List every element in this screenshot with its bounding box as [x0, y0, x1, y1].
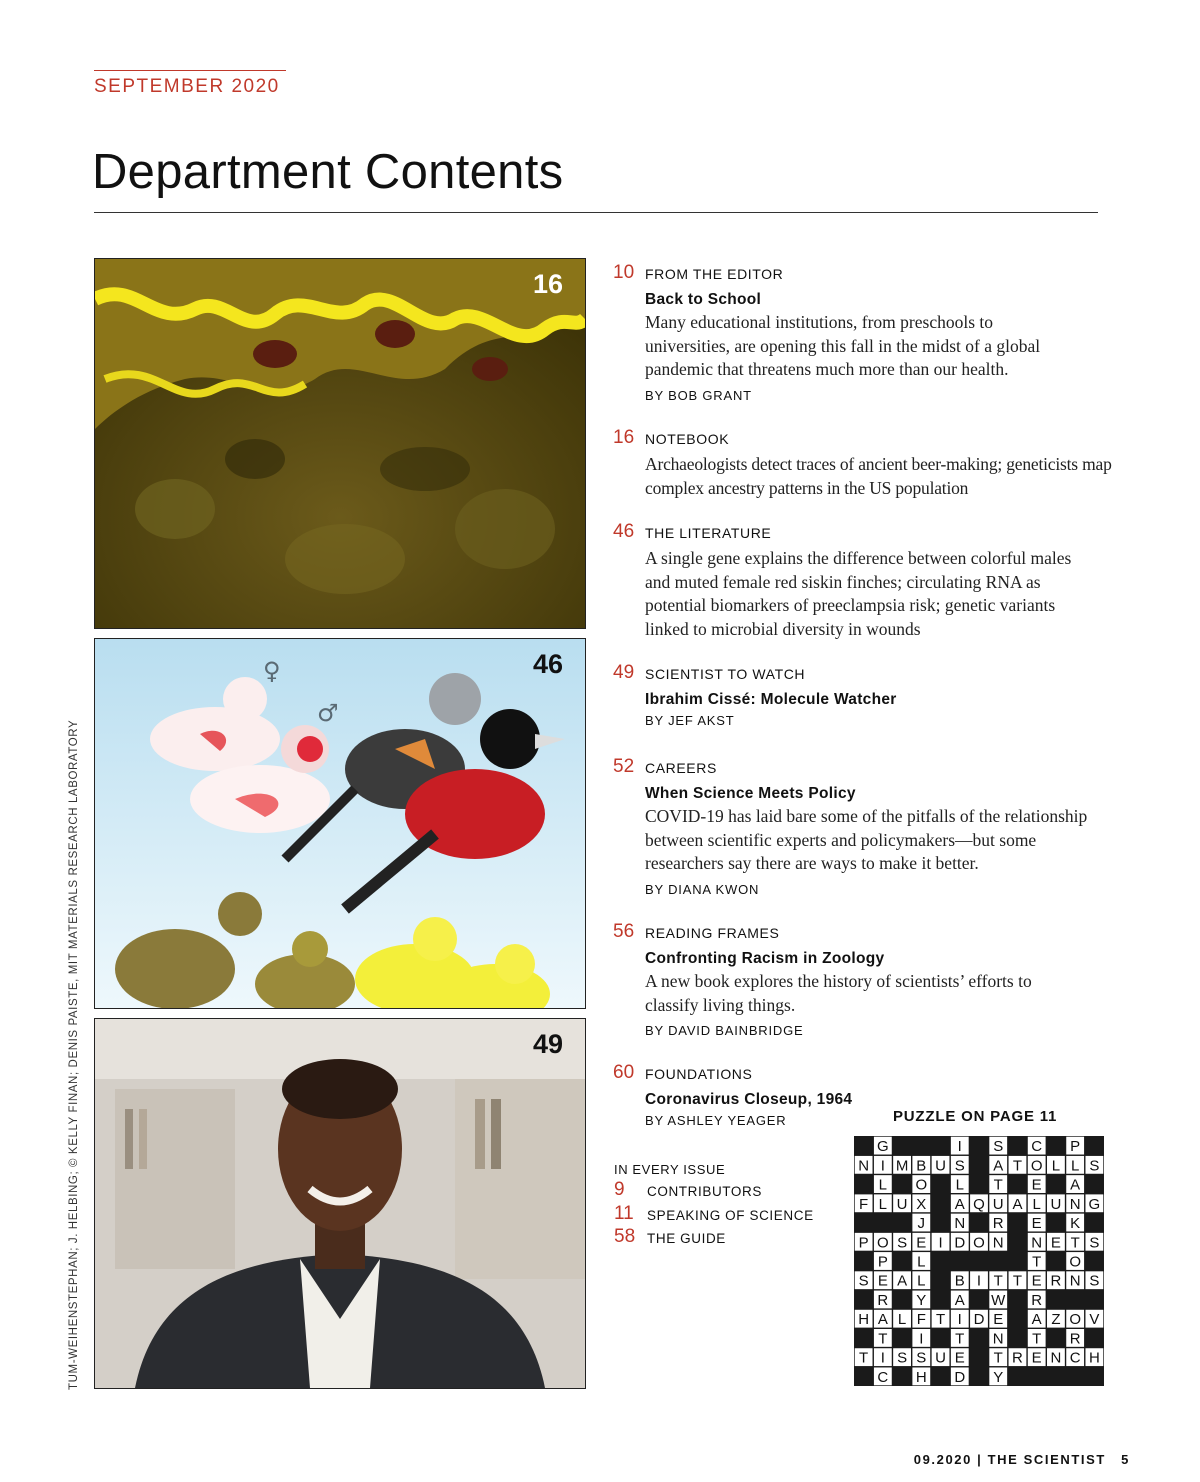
entry-section: NOTEBOOK: [645, 431, 730, 447]
issue-page-number: 11: [614, 1202, 634, 1224]
photo-microscopy[interactable]: [94, 258, 586, 629]
crossword-letter: U: [935, 1349, 946, 1367]
entry-author: BY BOB GRANT: [645, 387, 752, 403]
crossword-letter: P: [1070, 1138, 1081, 1156]
issue-label: THE GUIDE: [647, 1231, 726, 1246]
crossword-letter: I: [880, 1349, 885, 1367]
crossword-letter: Z: [1051, 1311, 1061, 1329]
crossword-letter: P: [877, 1253, 888, 1271]
issue-item-speaking-of-science[interactable]: [614, 1202, 854, 1230]
crossword-letter: S: [1089, 1234, 1100, 1252]
crossword-letter: T: [878, 1330, 888, 1348]
entry-section: READING FRAMES: [645, 925, 780, 941]
toc-entry-careers[interactable]: [613, 756, 1113, 900]
crossword-letter: O: [1069, 1253, 1081, 1271]
entry-author: BY JEF AKST: [645, 713, 735, 728]
toc-entry-scientist-to-watch[interactable]: [613, 662, 1113, 731]
crossword-letter: S: [916, 1349, 927, 1367]
crossword-grid[interactable]: [854, 1136, 1104, 1386]
crossword-letter: O: [1069, 1311, 1081, 1329]
crossword-letter: Q: [973, 1195, 985, 1213]
photo-finches[interactable]: [94, 638, 586, 1009]
in-every-issue-heading: IN EVERY ISSUE: [614, 1162, 726, 1177]
toc-entry-the-literature[interactable]: [613, 521, 1113, 641]
entry-author: BY ASHLEY YEAGER: [645, 1113, 787, 1128]
crossword-letter: E: [1031, 1272, 1042, 1290]
title-rule: [94, 212, 1098, 213]
entry-section: THE LITERATURE: [645, 525, 772, 541]
crossword-letter: S: [993, 1138, 1004, 1156]
entry-dek: Many educational institutions, from preschools to universities, are opening this fall in the midst of a global pandemic that threatens much more than our health.: [645, 312, 1041, 379]
entry-author: BY DIANA KWON: [645, 881, 760, 897]
crossword-letter: R: [1012, 1349, 1023, 1367]
crossword-letter: U: [935, 1157, 946, 1175]
issue-item-the-guide[interactable]: [614, 1226, 854, 1253]
crossword-letter: I: [938, 1234, 943, 1252]
entry-page-number: 49: [613, 662, 635, 683]
crossword-letter: L: [917, 1272, 926, 1290]
crossword-letter: T: [859, 1349, 869, 1367]
crossword-letter: H: [915, 1368, 927, 1386]
in-every-issue: [614, 1162, 854, 1253]
crossword-letter: T: [993, 1176, 1003, 1194]
crossword-letter: L: [1051, 1157, 1061, 1175]
crossword-letter: O: [915, 1176, 928, 1194]
issue-page-number: 9: [614, 1179, 625, 1200]
crossword-letter: E: [993, 1311, 1004, 1329]
page-footer: [914, 1452, 1130, 1467]
entry-title: Confronting Racism in Zoology: [645, 950, 885, 967]
crossword-letter: T: [993, 1349, 1003, 1367]
crossword-letter: I: [976, 1272, 982, 1290]
crossword-letter: W: [991, 1291, 1006, 1309]
crossword-letter: D: [954, 1368, 966, 1386]
crossword-letter: A: [877, 1311, 888, 1329]
entry-dek: Archaeologists detect traces of ancient beer-making; geneticists map complex ancestry patterns in the US population: [645, 454, 1112, 498]
crossword-letter: N: [1069, 1272, 1081, 1290]
crossword-letter: D: [973, 1311, 985, 1329]
crossword-letter: J: [917, 1215, 926, 1233]
entry-page-number: 46: [613, 521, 635, 542]
entry-author: BY DAVID BAINBRIDGE: [645, 1023, 804, 1038]
crossword-letter: F: [916, 1311, 926, 1329]
photo-portrait[interactable]: [94, 1018, 586, 1389]
entry-page-number: 16: [613, 427, 635, 448]
toc-entry-foundations[interactable]: [613, 1062, 873, 1131]
crossword-letter: X: [916, 1195, 927, 1213]
crossword-letter: A: [1012, 1195, 1023, 1213]
crossword-letter: H: [1088, 1349, 1100, 1367]
crossword-letter: T: [935, 1311, 946, 1329]
crossword-letter: Y: [993, 1368, 1004, 1386]
portrait-image: [95, 1019, 585, 1388]
crossword-letter: R: [877, 1291, 889, 1309]
entry-page-number: 52: [613, 756, 635, 777]
crossword-letter: T: [1032, 1253, 1042, 1271]
entry-dek: A single gene explains the difference between colorful males and muted female red siskin finches; circulating RNA as potential biomarkers of preeclampsia risk; genetic variants linked to microbial diversity in wounds: [645, 548, 1072, 639]
entry-section: SCIENTIST TO WATCH: [645, 666, 806, 682]
crossword-letter: O: [973, 1234, 985, 1252]
entry-page-number: 10: [613, 262, 635, 283]
crossword-letter: L: [1070, 1157, 1080, 1175]
crossword-letter: N: [992, 1330, 1004, 1348]
toc-entry-reading-frames[interactable]: [613, 921, 1113, 1041]
crossword-svg: [854, 1136, 1104, 1386]
crossword-letter: E: [1031, 1215, 1042, 1233]
issue-date: SEPTEMBER 2020: [94, 76, 280, 97]
crossword-letter: F: [859, 1195, 869, 1213]
toc-entry-notebook[interactable]: [613, 427, 1113, 500]
crossword-letter: C: [1031, 1138, 1043, 1156]
crossword-letter: R: [1069, 1330, 1081, 1348]
crossword-letter: C: [877, 1368, 889, 1386]
entry-section: CAREERS: [645, 760, 717, 776]
toc-entry-from-the-editor[interactable]: [613, 262, 1113, 406]
entry-page-number: 60: [613, 1062, 635, 1083]
entry-section: FOUNDATIONS: [645, 1066, 753, 1082]
crossword-letter: R: [1050, 1272, 1062, 1290]
crossword-letter: S: [897, 1349, 908, 1367]
crossword-letter: I: [957, 1138, 962, 1156]
photo-credit: TUM-WEIHENSTEPHAN; J. HELBING; © KELLY FINAN; DENIS PAISTE, MIT MATERIALS RESEARCH LABORATORY: [68, 719, 80, 1390]
crossword-letter: U: [1050, 1195, 1062, 1213]
crossword-letter: P: [858, 1234, 869, 1252]
crossword-letter: L: [878, 1176, 888, 1194]
crossword-letter: U: [896, 1195, 908, 1213]
crossword-letter: L: [878, 1195, 888, 1213]
crossword-letter: V: [1089, 1311, 1100, 1329]
crossword-letter: L: [917, 1253, 926, 1271]
footer-text: 09.2020 | THE SCIENTIST: [913, 1452, 1106, 1467]
crossword-letter: E: [954, 1349, 965, 1367]
photo-page-number: 16: [532, 269, 563, 299]
crossword-letter: O: [1030, 1157, 1043, 1175]
crossword-letter: S: [858, 1272, 869, 1290]
crossword-letter: K: [1070, 1215, 1081, 1233]
crossword-letter: H: [858, 1311, 870, 1329]
crossword-letter: N: [858, 1157, 870, 1175]
crossword-letter: G: [1088, 1195, 1101, 1213]
crossword-letter: E: [1031, 1349, 1042, 1367]
crossword-letter: R: [1031, 1291, 1043, 1309]
crossword-letter: A: [954, 1195, 965, 1213]
crossword-letter: B: [916, 1157, 927, 1175]
photo-page-number: 49: [532, 1029, 563, 1059]
crossword-letter: I: [880, 1157, 885, 1175]
crossword-letter: D: [954, 1234, 966, 1252]
crossword-letter: N: [954, 1215, 966, 1233]
issue-item-contributors[interactable]: [614, 1179, 854, 1206]
crossword-letter: T: [1070, 1234, 1080, 1252]
crossword-letter: E: [877, 1272, 888, 1290]
finch-illustration: [95, 639, 585, 1008]
microscopy-image: [95, 259, 585, 628]
entry-title: Back to School: [645, 291, 762, 308]
entry-title: Ibrahim Cissé: Molecule Watcher: [645, 691, 897, 708]
crossword-letter: I: [957, 1311, 962, 1329]
crossword-letter: Y: [916, 1291, 927, 1309]
crossword-letter: E: [1050, 1234, 1061, 1252]
entry-section: FROM THE EDITOR: [645, 266, 784, 282]
male-symbol: ♂: [317, 699, 339, 727]
crossword-letter: G: [877, 1138, 889, 1156]
crossword-letter: L: [1032, 1195, 1041, 1213]
crossword-letter: N: [1031, 1234, 1043, 1252]
female-symbol: ♀: [263, 657, 281, 685]
entry-dek: A new book explores the history of scientists’ efforts to classify living things.: [645, 971, 1032, 1015]
footer-page-number: 5: [1121, 1452, 1130, 1467]
crossword-letter: S: [1089, 1157, 1100, 1175]
crossword-letter: O: [877, 1234, 889, 1252]
crossword-letter: S: [954, 1157, 965, 1175]
crossword-letter: T: [955, 1330, 965, 1348]
crossword-letter: L: [897, 1311, 907, 1329]
entry-title: When Science Meets Policy: [645, 785, 856, 802]
page-title: Department Contents: [92, 145, 564, 199]
crossword-letter: A: [954, 1291, 965, 1309]
crossword-letter: E: [916, 1234, 927, 1252]
entry-title: Coronavirus Closeup, 1964: [645, 1091, 853, 1108]
crossword-letter: E: [1031, 1176, 1042, 1194]
entry-page-number: 56: [613, 921, 635, 942]
crossword-letter: M: [895, 1157, 909, 1175]
header-rule: [94, 70, 286, 71]
crossword-letter: T: [1012, 1272, 1023, 1290]
crossword-letter: B: [954, 1272, 965, 1290]
crossword-letter: S: [1089, 1272, 1100, 1290]
crossword-letter: N: [992, 1234, 1004, 1252]
photo-page-number: 46: [532, 649, 563, 679]
issue-label: SPEAKING OF SCIENCE: [647, 1207, 814, 1223]
crossword-letter: T: [1012, 1157, 1023, 1175]
crossword-letter: T: [993, 1272, 1003, 1290]
crossword-letter: N: [1069, 1195, 1081, 1213]
crossword-letter: L: [955, 1176, 964, 1194]
crossword-letter: C: [1069, 1349, 1081, 1367]
issue-label: CONTRIBUTORS: [647, 1184, 762, 1199]
crossword-letter: N: [1050, 1349, 1062, 1367]
crossword-letter: A: [993, 1157, 1004, 1175]
crossword-letter: A: [897, 1272, 908, 1290]
entry-dek: COVID-19 has laid bare some of the pitfalls of the relationship between scientific experts and policymakers—but some researchers say there are ways to make it better.: [645, 806, 1088, 873]
crossword-letter: U: [992, 1195, 1004, 1213]
crossword-letter: I: [919, 1330, 924, 1348]
puzzle-label: PUZZLE ON PAGE 11: [893, 1108, 1058, 1125]
crossword-letter: A: [1070, 1176, 1081, 1194]
issue-page-number: 58: [614, 1226, 636, 1247]
crossword-letter: R: [992, 1215, 1004, 1233]
crossword-letter: A: [1031, 1311, 1042, 1329]
crossword-letter: T: [1032, 1330, 1042, 1348]
crossword-letter: S: [897, 1234, 908, 1252]
